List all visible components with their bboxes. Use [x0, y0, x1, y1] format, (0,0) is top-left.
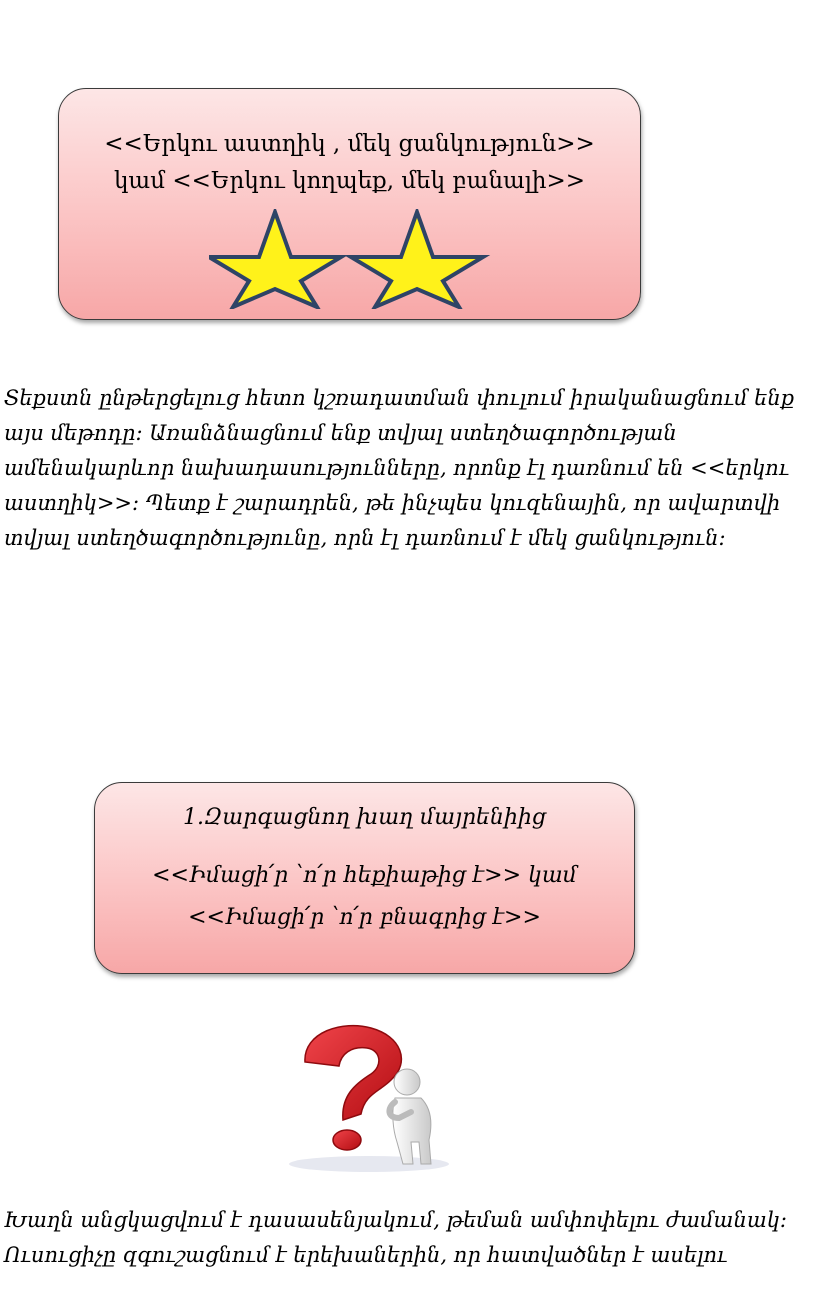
star-icon	[209, 212, 341, 307]
paragraph-line: Տեքստն ընթերցելուց հետո կշռադատման փուլում իրականացնում ենք	[4, 386, 795, 410]
paragraph-line: այս մեթոդը: Առանձնացնում ենք տվյալ ստեղծագործության	[4, 421, 677, 445]
method-title: 1.Զարգացնող խաղ մայրենիից	[183, 805, 546, 830]
title-line-1: <<Երկու աստղիկ , մեկ ցանկություն>>	[104, 131, 595, 157]
paragraph-1	[4, 381, 816, 556]
title-line-2: կամ <<Երկու կողպեք, մեկ բանալի>>	[113, 168, 586, 194]
stars-graphic	[209, 209, 499, 309]
paragraph-line: տվյալ ստեղծագործությունը, որն էլ դառնում է մեկ ցանկություն:	[4, 526, 726, 550]
star-icon	[351, 212, 483, 307]
paragraph-2	[4, 1203, 816, 1273]
method-line-3: <<Իմացի՛ր ՝ո՛ր բնագրից է>>	[188, 905, 541, 930]
paragraph-line: Ուսուցիչը զգուշացնում է երեխաներին, որ հատվածներ է ասելու	[4, 1243, 728, 1267]
method-line-2: <<Իմացի՛ր ՝ո՛ր հեքիաթից է>> կամ	[152, 863, 577, 888]
question-mark-figure-icon	[283, 1022, 455, 1174]
paragraph-line: Խաղն անցկացվում է դասասենյակում, թեման ամփոփելու ժամանակ:	[4, 1208, 788, 1232]
paragraph-line: աստղիկ>>: Պետք է շարադրեն, թե ինչպես կուզենային, որ ավարտվի	[4, 491, 781, 515]
method-box	[94, 782, 635, 974]
paragraph-line: ամենակարևոր նախադասությունները, որոնք էլ դառնում են <<երկու	[4, 456, 790, 480]
title-box	[58, 88, 641, 320]
